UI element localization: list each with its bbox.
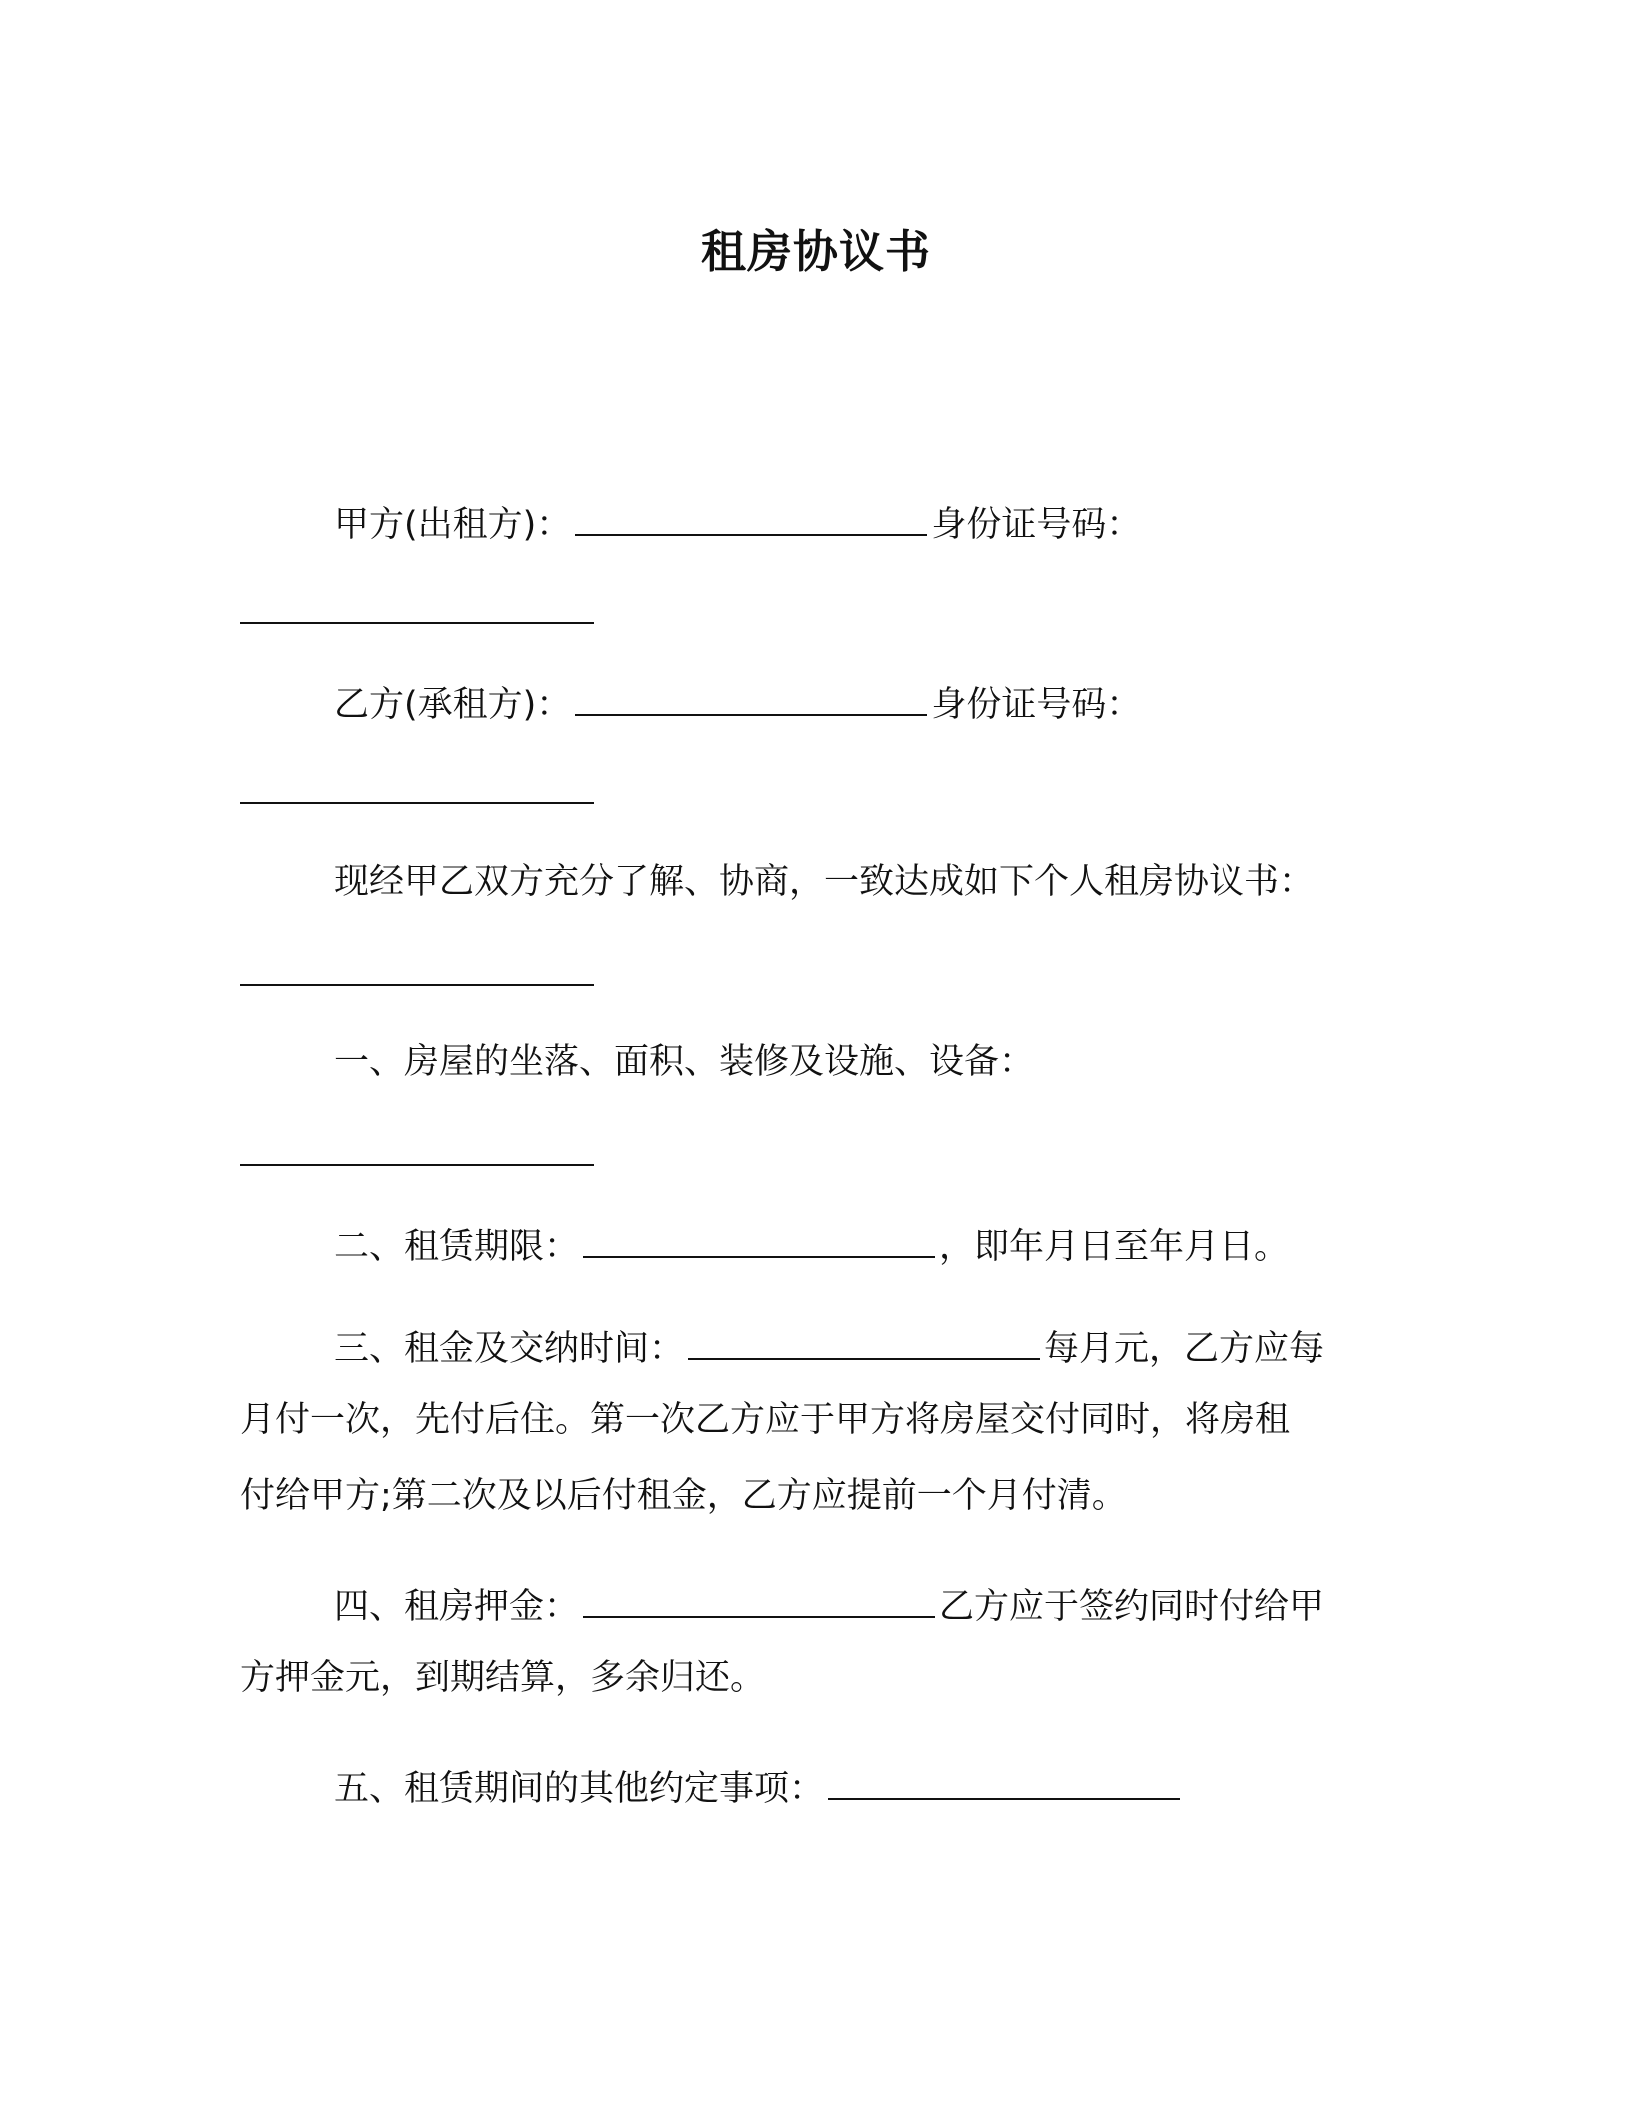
clause-3-tail: 每月元，乙方应每 <box>1044 1329 1325 1369</box>
clause-1-blank <box>240 1164 594 1166</box>
clause-3-line-2: 月付一次，先付后住。第一次乙方应于甲方将房屋交付同时，将房租 <box>240 1400 1291 1440</box>
party-b-line <box>334 676 1400 729</box>
clause-5-line <box>334 1760 1400 1813</box>
intro-line: 现经甲乙双方充分了解、协商，一致达成如下个人租房协议书： <box>334 862 1315 902</box>
party-b-id-label: 身份证号码： <box>931 685 1142 725</box>
document-title: 租房协议书 <box>700 225 931 278</box>
clause-1-line: 一、房屋的坐落、面积、装修及设施、设备： <box>334 1042 1035 1082</box>
clause-3-line-3: 付给甲方;第二次及以后付租金，乙方应提前一个月付清。 <box>240 1476 1127 1516</box>
clause-3-line-1 <box>334 1320 1400 1373</box>
clause-4-line-2: 方押金元，到期结算，多余归还。 <box>240 1658 766 1698</box>
clause-4-line-1 <box>334 1578 1400 1631</box>
clause-2-blank <box>583 1218 935 1258</box>
party-b-label: 乙方(承租方)： <box>334 685 572 725</box>
party-a-label: 甲方(出租方)： <box>334 505 572 545</box>
clause-2-label: 二、租赁期限： <box>334 1227 580 1267</box>
party-b-name-blank <box>575 676 927 716</box>
clause-2-tail: ，即年月日至年月日。 <box>939 1227 1290 1267</box>
clause-5-blank <box>828 1760 1180 1800</box>
clause-4-blank <box>583 1578 935 1618</box>
clause-3-label: 三、租金及交纳时间： <box>334 1329 685 1369</box>
clause-3-blank <box>688 1320 1040 1360</box>
party-a-id-blank <box>240 622 594 624</box>
clause-5-label: 五、租赁期间的其他约定事项： <box>334 1769 825 1809</box>
clause-2-line <box>334 1218 1400 1271</box>
clause-4-label: 四、租房押金： <box>334 1587 580 1627</box>
party-a-name-blank <box>575 496 927 536</box>
party-a-id-label: 身份证号码： <box>931 505 1142 545</box>
intro-blank <box>240 984 594 986</box>
party-a-line <box>334 496 1400 549</box>
clause-4-tail: 乙方应于签约同时付给甲 <box>939 1587 1325 1627</box>
party-b-id-blank <box>240 802 594 804</box>
